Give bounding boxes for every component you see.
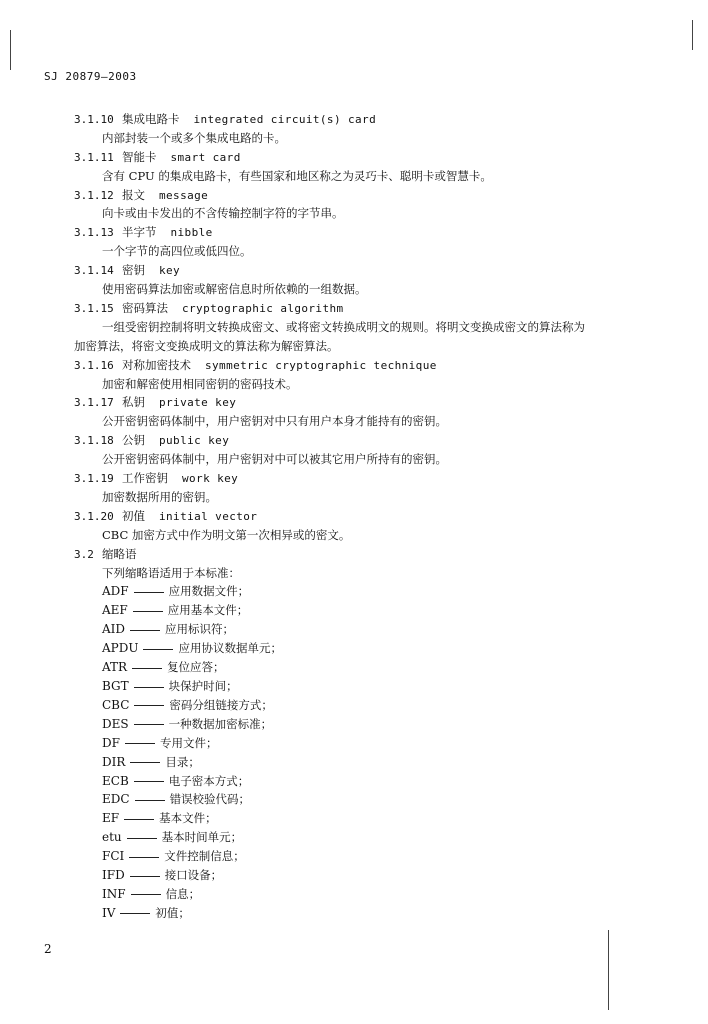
abbreviation-meaning: 接口设备； [164,868,223,883]
term-number: 3.1.10 [74,113,114,126]
term-english: public key [159,434,230,448]
abbreviation-code: ECB [102,773,129,788]
term-chinese: 私钥 [122,395,145,410]
scan-edge-mark [10,30,11,70]
abbreviation-code: AEF [102,603,128,618]
em-dash [133,611,163,612]
abbreviation-meaning: 信息； [165,886,201,901]
em-dash [130,762,160,763]
term-english: work key [182,472,239,486]
term-chinese: 报文 [122,187,145,202]
term-heading [74,469,674,488]
abbreviation-item [74,885,674,904]
term-english: cryptographic algorithm [182,301,344,315]
em-dash [132,668,162,669]
term-heading [74,393,674,412]
abbreviation-list [74,582,674,922]
section-title: 缩略语 [102,546,137,561]
abbreviation-item [74,790,674,809]
term-definition: 一个字节的高四位或低四位。 [102,244,252,259]
term-english: private key [159,396,237,410]
abbreviation-item [74,601,674,620]
term-chinese: 密钥 [122,263,145,278]
term-number: 3.1.12 [74,188,114,202]
abbreviation-meaning: 基本时间单元； [161,830,243,845]
term-heading [74,186,674,205]
term-chinese: 密码算法 [122,300,168,315]
term-english: symmetric cryptographic technique [205,358,437,372]
term-number: 3.1.20 [74,509,114,523]
section-heading [74,545,674,564]
abbreviation-code: EDC [102,792,130,807]
em-dash [130,876,160,877]
term-english: integrated circuit(s) card [193,113,377,126]
em-dash [134,781,164,782]
abbreviation-code: IV [102,905,116,920]
term-number: 3.1.18 [74,434,114,448]
term-definition: 加密数据所用的密钥。 [102,489,217,504]
standard-code: SJ 20879—2003 [44,70,137,83]
term-definition: 加密和解密使用相同密钥的密码技术。 [102,376,298,391]
abbreviation-code: BGT [102,679,129,693]
term-definition: 向卡或由卡发出的不含传输控制字符的字节串。 [102,206,344,221]
term-number: 3.1.19 [74,472,114,486]
abbreviation-meaning: 密码分组链接方式； [169,697,273,712]
term-definition: CBC 加密方式中作为明文第一次相异或的密文。 [102,527,351,542]
term-heading [74,148,674,167]
em-dash [125,743,155,744]
abbreviation-code: ADF [102,584,129,599]
content-body [74,110,674,923]
abbreviation-item [74,620,674,639]
term-english: smart card [170,150,241,164]
abbreviation-item [74,828,674,847]
terms-list [74,110,674,545]
abbreviation-item [74,866,674,885]
abbreviation-meaning: 应用标识符； [165,622,235,637]
term-definition: 使用密码算法加密或解密信息时所依赖的一组数据。 [102,282,367,297]
abbreviation-meaning: 应用数据文件； [168,584,250,599]
abbreviation-item [74,734,674,753]
abbreviation-item [74,696,674,715]
abbreviation-item [74,772,674,791]
abbreviation-code: etu [102,830,122,845]
term-chinese: 智能卡 [122,149,157,164]
abbreviation-meaning: 一种数据加密标准； [168,716,273,731]
term-definition: 公开密钥密码体制中，用户密钥对中只有用户本身才能持有的密钥。 [102,414,447,429]
term-heading [74,431,674,450]
abbreviation-meaning: 应用协议数据单元； [178,641,282,656]
term-heading [74,299,674,318]
term-english: key [159,264,181,278]
em-dash [129,857,159,858]
em-dash [143,649,173,650]
em-dash [134,724,164,725]
abbreviation-meaning: 块保护时间； [168,679,238,693]
abbreviation-intro: 下列缩略语适用于本标准： [102,565,240,580]
scan-edge-mark [608,930,609,1010]
abbreviation-code: IFD [102,868,125,883]
abbreviation-item [74,658,674,677]
em-dash [135,800,165,801]
abbreviation-code: DF [102,735,120,750]
term-heading [74,507,674,526]
em-dash [131,894,161,895]
term-english: initial vector [159,509,258,523]
term-heading [74,356,674,375]
em-dash [134,687,164,688]
abbreviation-item [74,809,674,828]
term-heading [74,223,674,242]
em-dash [124,819,154,820]
abbreviation-meaning: 电子密本方式； [168,773,250,788]
term-number: 3.1.14 [74,264,114,278]
abbreviation-meaning: 错误校验代码； [169,792,251,807]
abbreviation-item [74,582,674,601]
term-definition-continued: 加密算法，将密文变换成明文的算法称为解密算法。 [74,338,339,353]
em-dash [130,630,160,631]
abbreviation-meaning: 基本文件； [159,811,217,826]
abbreviation-item [74,639,674,658]
term-definition: 内部封装一个或多个集成电路的卡。 [102,130,286,145]
term-chinese: 工作密钥 [122,471,168,486]
abbreviation-item [74,904,674,923]
abbreviation-meaning: 目录； [165,754,200,769]
term-definition: 含有 CPU 的集成电路卡，有些国家和地区称之为灵巧卡、聪明卡或智慧卡。 [102,168,492,183]
em-dash [120,913,150,914]
abbreviation-code: CBC [102,697,130,712]
term-definition: 公开密钥密码体制中，用户密钥对中可以被其它用户所持有的密钥。 [102,452,447,467]
abbreviation-item [74,715,674,734]
em-dash [134,705,164,706]
term-number: 3.1.15 [74,301,114,315]
abbreviation-code: INF [102,886,126,901]
abbreviation-code: ATR [102,660,128,675]
em-dash [127,838,157,839]
abbreviation-meaning: 文件控制信息； [164,849,245,864]
abbreviation-meaning: 复位应答； [167,660,225,675]
abbreviation-item [74,677,674,696]
abbreviation-code: EF [102,811,120,826]
term-chinese: 对称加密技术 [122,357,191,372]
term-chinese: 初值 [122,508,145,523]
abbreviation-item [74,753,674,772]
term-heading [74,110,674,129]
term-chinese: 半字节 [122,225,157,240]
term-number: 3.1.16 [74,358,114,372]
term-english: message [159,188,209,202]
abbreviation-code: DES [102,716,129,731]
abbreviation-meaning: 专用文件； [159,735,218,750]
section-number: 3.2 [74,547,94,561]
term-number: 3.1.17 [74,396,114,410]
term-chinese: 公钥 [122,433,145,448]
abbreviation-meaning: 应用基本文件； [167,603,249,618]
abbreviation-code: DIR [102,754,126,769]
term-number: 3.1.11 [74,150,114,164]
term-definition: 一组受密钥控制将明文转换成密文、或将密文转换成明文的规则。将明文变换成密文的算法称为 [102,319,585,334]
abbreviation-item [74,847,674,866]
term-heading [74,261,674,280]
term-number: 3.1.13 [74,226,114,240]
scan-edge-mark [692,20,693,50]
em-dash [134,592,164,593]
abbreviation-code: APDU [102,641,139,656]
term-english: nibble [170,226,213,240]
abbreviation-code: FCI [102,849,125,864]
abbreviation-code: AID [102,622,126,637]
page-number: 2 [44,942,52,956]
abbreviation-meaning: 初值； [155,905,190,920]
term-chinese: 集成电路卡 [122,112,180,126]
